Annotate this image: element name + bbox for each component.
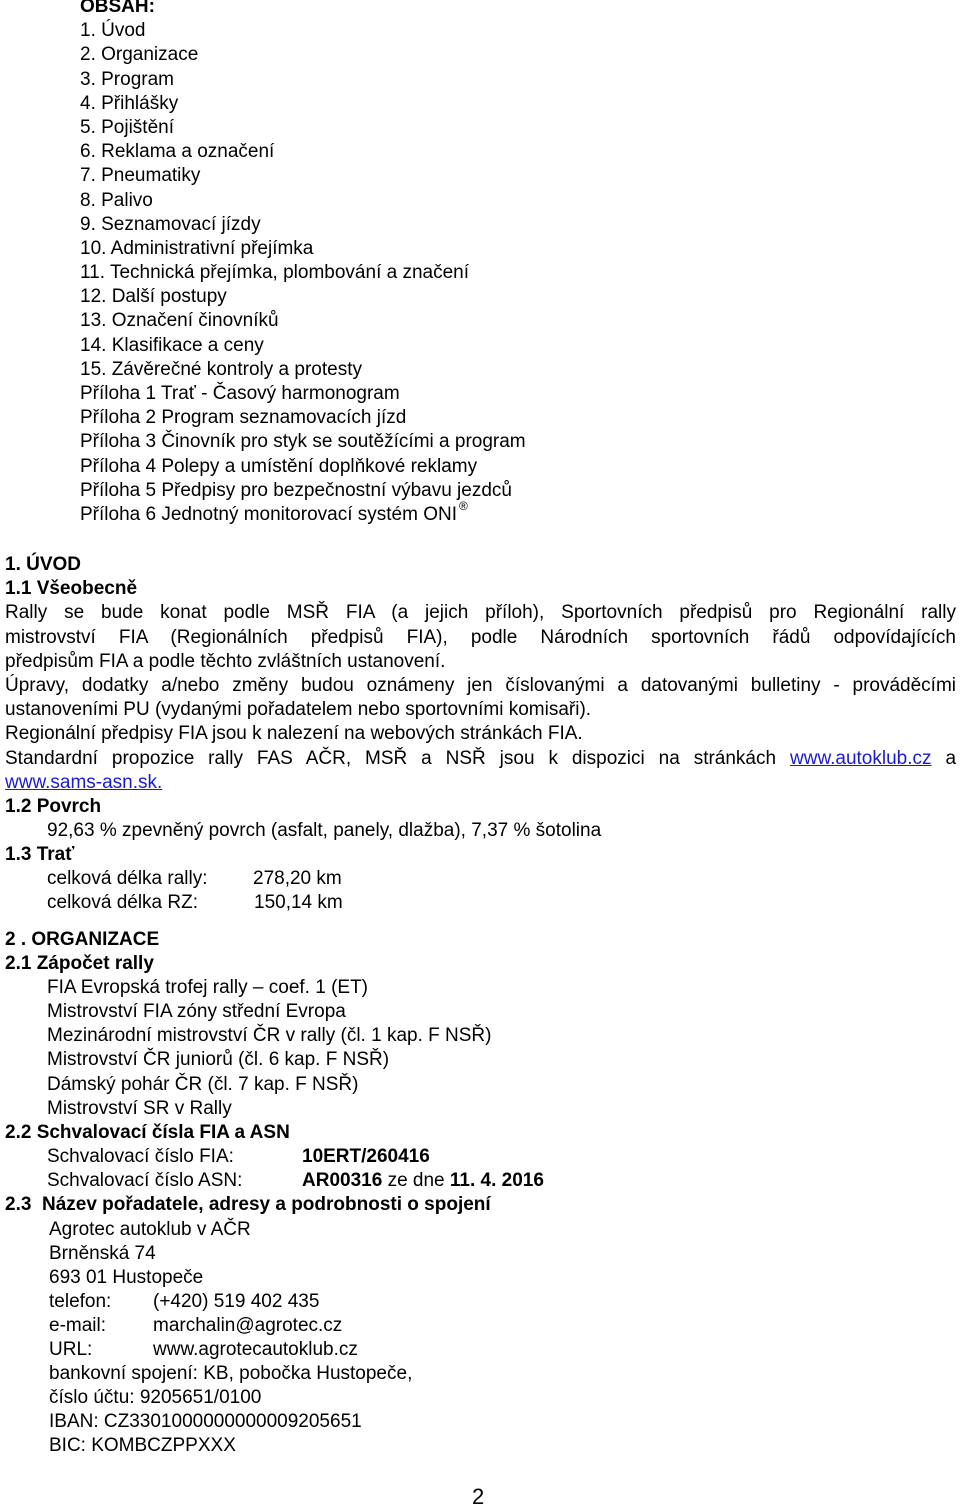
track-row-value: 150,14 km	[254, 892, 343, 913]
section-2-3-heading: 2.3 Název pořadatele, adresy a podrobnosti o spojení	[5, 1194, 491, 1215]
and-word: a	[945, 747, 957, 769]
section-2-heading: 2 . ORGANIZACE	[5, 929, 160, 950]
toc-title: OBSAH:	[80, 0, 155, 17]
organizer-line: 693 01 Hustopeče	[49, 1267, 204, 1288]
fia-approval-value: 10ERT/260416	[302, 1146, 430, 1167]
bank-line: bankovní spojení: KB, pobočka Hustopeče,	[49, 1363, 413, 1384]
bank-line: číslo účtu: 9205651/0100	[49, 1387, 262, 1408]
section-1-heading: 1. ÚVOD	[5, 554, 82, 575]
toc-item: Příloha 3 Činovník pro styk se soutěžícími a program	[80, 431, 526, 453]
toc-item: 3. Program	[80, 68, 174, 90]
paragraph-line: ustanoveními PU (vydanými pořadatelem nebo sportovními komisaři).	[5, 699, 592, 721]
bank-line: BIC: KOMBCZPPXXX	[49, 1435, 236, 1456]
toc-item: 1. Úvod	[80, 20, 146, 42]
contact-phone: (+420) 519 402 435	[153, 1291, 320, 1312]
toc-item: Příloha 5 Předpisy pro bezpečnostní výbavu jezdců	[80, 479, 512, 501]
toc-item: Příloha 2 Program seznamovacích jízd	[80, 407, 407, 429]
asn-date-prefix: ze dne	[387, 1170, 445, 1191]
section-2-1-heading: 2.1 Zápočet rally	[5, 953, 154, 974]
track-row-label: celková délka RZ:	[47, 892, 199, 913]
asn-approval-value: AR00316	[302, 1170, 383, 1191]
asn-approval-line	[302, 1169, 544, 1193]
paragraph-line-links	[5, 747, 956, 771]
section-intro	[5, 553, 956, 795]
paragraph-line	[5, 771, 956, 795]
contact-url: www.agrotecautoklub.cz	[153, 1339, 358, 1360]
section-2-2-heading: 2.2 Schvalovací čísla FIA a ASN	[5, 1122, 290, 1143]
asn-date: 11. 4. 2016	[449, 1170, 544, 1191]
sams-link[interactable]: www.sams-asn.sk.	[5, 771, 163, 793]
toc-item: 11. Technická přejímka, plombování a značení	[80, 262, 470, 284]
championship-item: Dámský pohár ČR (čl. 7 kap. F NSŘ)	[47, 1074, 359, 1095]
toc-item: 8. Palivo	[80, 189, 153, 211]
toc-item: 10. Administrativní přejímka	[80, 237, 314, 259]
registered-mark: ®	[459, 498, 468, 513]
section-1-2-heading: 1.2 Povrch	[5, 796, 102, 817]
toc-item: 15. Závěrečné kontroly a protesty	[80, 358, 362, 380]
toc-item: 2. Organizace	[80, 44, 199, 66]
section-1-3-heading: 1.3 Trať	[5, 844, 75, 865]
page-number: 2	[472, 1484, 485, 1509]
contact-label: URL:	[49, 1339, 93, 1360]
bank-line: IBAN: CZ3301000000000009205651	[49, 1411, 362, 1432]
surface-text: 92,63 % zpevněný povrch (asfalt, panely, dlažba), 7,37 % šotolina	[47, 820, 602, 841]
organizer-line: Brněnská 74	[49, 1243, 156, 1264]
asn-approval-label: Schvalovací číslo ASN:	[47, 1170, 243, 1191]
track-row-value: 278,20 km	[253, 868, 342, 889]
championship-item: Mistrovství SR v Rally	[47, 1098, 232, 1119]
table-of-contents	[80, 0, 526, 527]
championship-item: Mistrovství FIA zóny střední Evropa	[47, 1001, 346, 1022]
championship-item: Mistrovství ČR juniorů (čl. 6 kap. F NSŘ)	[47, 1049, 390, 1070]
std-text: Standardní propozice rally FAS AČR, MSŘ a NSŘ jsou k dispozici na stránkách	[5, 747, 777, 769]
paragraph-line: Úpravy, dodatky a/nebo změny budou oznámeny jen číslovanými a datovanými bulletiny - prováděcími	[5, 674, 956, 696]
contact-label: telefon:	[49, 1291, 112, 1312]
section-1-1-heading: 1.1 Všeobecně	[5, 578, 138, 600]
toc-item: Příloha 4 Polepy a umístění doplňkové reklamy	[80, 455, 478, 477]
toc-item: Příloha 1 Trať - Časový harmonogram	[80, 383, 400, 404]
toc-item: 12. Další postupy	[80, 286, 227, 308]
paragraph-line: Regionální předpisy FIA jsou k nalezení na webových stránkách FIA.	[5, 723, 583, 745]
toc-item: 14. Klasifikace a ceny	[80, 334, 264, 356]
paragraph-line: předpisům FIA a podle těchto zvláštních ustanovení.	[5, 650, 446, 672]
autoklub-link[interactable]: www.autoklub.cz	[790, 747, 932, 769]
toc-item-last	[80, 498, 526, 527]
toc-item: 5. Pojištění	[80, 116, 174, 138]
fia-approval-label: Schvalovací číslo FIA:	[47, 1146, 234, 1167]
contact-email: marchalin@agrotec.cz	[153, 1315, 343, 1336]
toc-item: 13. Označení činovníků	[80, 310, 279, 332]
paragraph-line: mistrovství FIA (Regionálních předpisů FIA), podle Národních sportovních řádů odpovídajících	[5, 626, 956, 648]
toc-item-last-text: Příloha 6 Jednotný monitorovací systém ONI	[80, 503, 457, 525]
championship-item: Mezinárodní mistrovství ČR v rally (čl. 1 kap. F NSŘ)	[47, 1025, 492, 1046]
championship-item: FIA Evropská trofej rally – coef. 1 (ET)	[47, 977, 368, 998]
toc-item: 4. Přihlášky	[80, 92, 179, 114]
toc-item: 6. Reklama a označení	[80, 141, 275, 163]
contact-label: e-mail:	[49, 1315, 107, 1336]
toc-item: 9. Seznamovací jízdy	[80, 213, 261, 235]
organizer-line: Agrotec autoklub v AČR	[49, 1219, 251, 1240]
toc-item: 7. Pneumatiky	[80, 165, 201, 187]
paragraph-line: Rally se bude konat podle MSŘ FIA (a jejich příloh), Sportovních předpisů pro Regionální rally	[5, 602, 956, 624]
track-row-label: celková délka rally:	[47, 868, 208, 889]
